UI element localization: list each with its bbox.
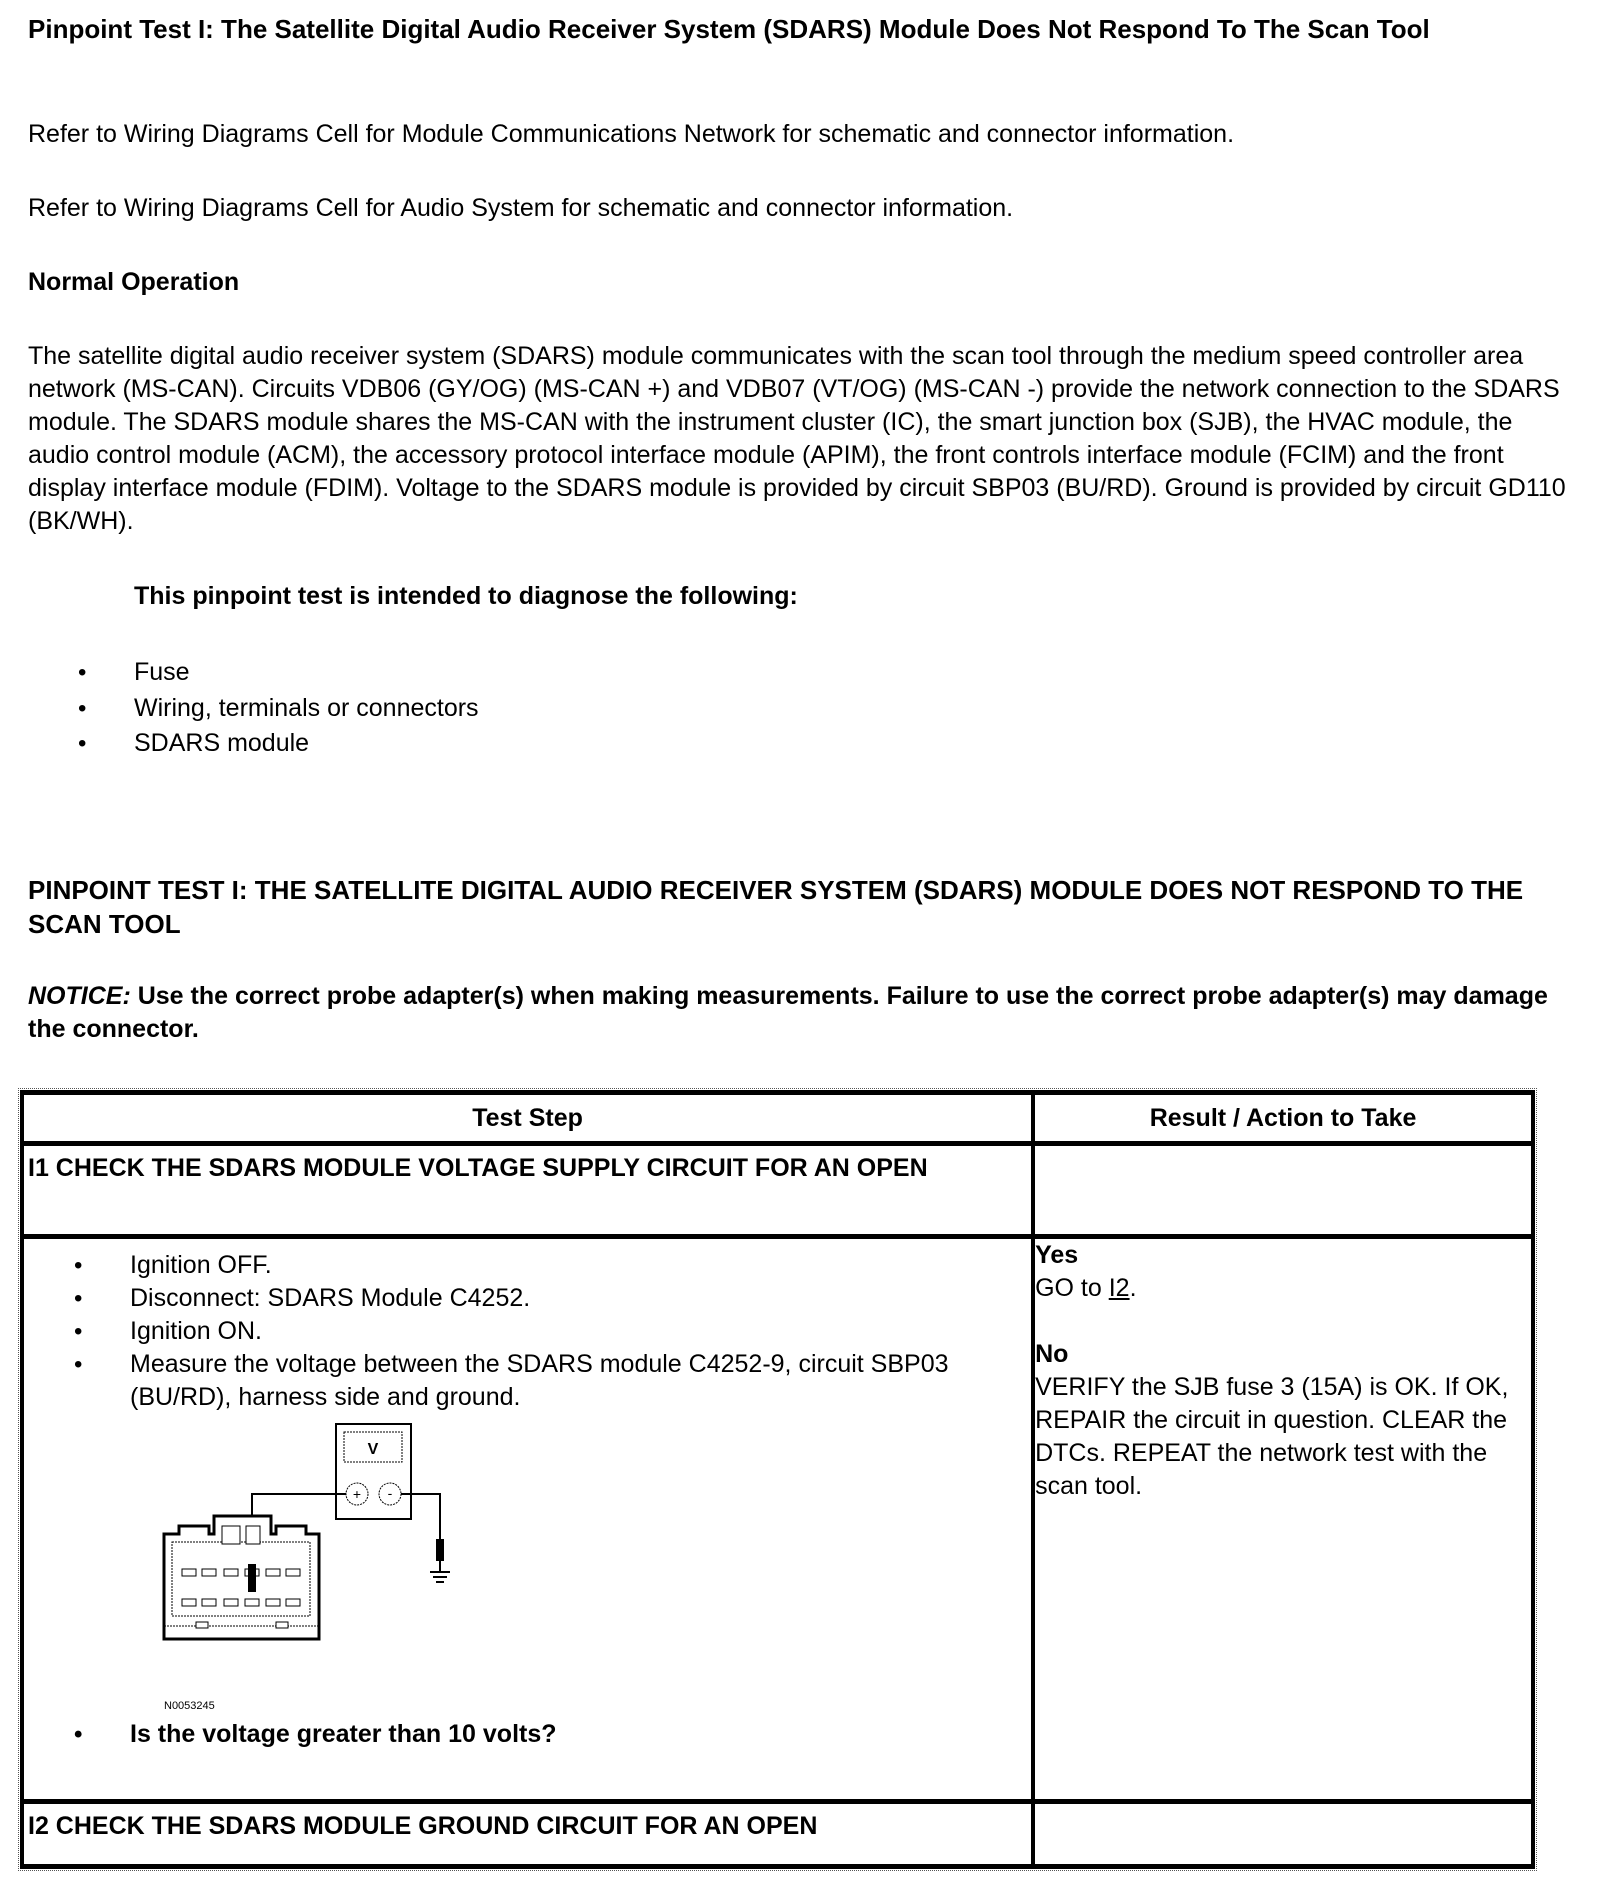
multimeter-probe-illustration <box>134 1414 494 1694</box>
no-action: VERIFY the SJB fuse 3 (15A) is OK. If OK, REPAIR the circuit in question. CLEAR the DTCs. REPEAT the network test with the scan tool. <box>1035 1373 1509 1500</box>
header-result-action: Result / Action to Take <box>1033 1093 1533 1144</box>
step-i1-title-result <box>1033 1144 1533 1237</box>
refer-network-text: Refer to Wiring Diagrams Cell for Module Communications Network for schematic and connector information. <box>28 120 1235 148</box>
normal-operation-text: The satellite digital audio receiver system (SDARS) module communicates with the scan tool through the medium speed controller area network (MS-CAN). Circuits VDB06 (GY/OG) (MS-CAN +) and VDB07 (VT/OG) (MS-CAN -) provide the network connection to the SDARS module. The SDARS module shares the MS-CAN with the instrument cluster (IC), the smart junction box (SJB), the HVAC module, the audio control module (ACM), the accessory protocol interface module (APIM), the front controls interface module (FCIM) and the front display interface module (FDIM). Voltage to the SDARS module is provided by circuit SBP03 (BU/RD). Ground is provided by circuit GD110 (BK/WH). <box>28 342 1566 535</box>
notice-text: Use the correct probe adapter(s) when making measurements. Failure to use the correct probe adapter(s) may damage the connector. <box>28 982 1548 1043</box>
yes-action-text: GO to <box>1035 1274 1109 1302</box>
figure-id-label: N0053245 <box>164 1700 215 1712</box>
svg-text:+: + <box>352 1486 362 1502</box>
notice-block <box>28 980 1568 1046</box>
list-item: • SDARS module <box>28 726 479 762</box>
svg-text:-: - <box>387 1485 393 1501</box>
yes-action <box>1035 1272 1531 1305</box>
normal-operation-heading: Normal Operation <box>28 268 240 296</box>
step-i1-action-list <box>24 1249 1031 1414</box>
voltmeter-connector-diagram <box>134 1414 1031 1714</box>
no-label: No <box>1035 1340 1069 1368</box>
list-item: • Ignition OFF. <box>24 1249 1031 1282</box>
header-test-step: Test Step <box>22 1093 1033 1144</box>
list-item: • Ignition ON. <box>24 1315 1031 1348</box>
step-i1-actions <box>22 1237 1033 1802</box>
yes-label: Yes <box>1035 1241 1079 1269</box>
table-header-row <box>22 1093 1533 1144</box>
refer-audio-text: Refer to Wiring Diagrams Cell for Audio System for schematic and connector information. <box>28 194 1014 222</box>
svg-text:V: V <box>367 1441 379 1458</box>
table-row <box>22 1237 1533 1802</box>
step-i1-result <box>1033 1237 1533 1802</box>
yes-action-suffix: . <box>1129 1274 1137 1302</box>
step-i2-title-result <box>1033 1802 1533 1867</box>
table-row <box>22 1144 1533 1237</box>
pinpoint-test-heading: PINPOINT TEST I: THE SATELLITE DIGITAL AUDIO RECEIVER SYSTEM (SDARS) MODULE DOES NOT RESPOND TO THE SCAN TOOL <box>28 875 1524 939</box>
test-steps-table <box>20 1090 1535 1869</box>
step-i1-title: I1 CHECK THE SDARS MODULE VOLTAGE SUPPLY CIRCUIT FOR AN OPEN <box>22 1144 1033 1237</box>
diagnose-list <box>28 655 479 762</box>
notice-label: NOTICE: <box>28 982 131 1010</box>
table-row <box>22 1802 1533 1867</box>
diagnose-heading: This pinpoint test is intended to diagnose the following: <box>134 582 798 610</box>
list-item: • Fuse <box>28 655 479 691</box>
list-item: • Wiring, terminals or connectors <box>28 691 479 727</box>
step-i1-question-list <box>24 1718 1031 1751</box>
list-item: • Disconnect: SDARS Module C4252. <box>24 1282 1031 1315</box>
step-i2-title: I2 CHECK THE SDARS MODULE GROUND CIRCUIT FOR AN OPEN <box>22 1802 1033 1867</box>
goto-i2-link[interactable]: I2 <box>1108 1274 1130 1302</box>
step-i1-question: • Is the voltage greater than 10 volts? <box>24 1718 1031 1751</box>
page-title: Pinpoint Test I: The Satellite Digital Audio Receiver System (SDARS) Module Does Not Respond To The Scan Tool <box>28 14 1430 44</box>
list-item: • Measure the voltage between the SDARS module C4252-9, circuit SBP03 (BU/RD), harness side and ground. <box>24 1348 1031 1414</box>
